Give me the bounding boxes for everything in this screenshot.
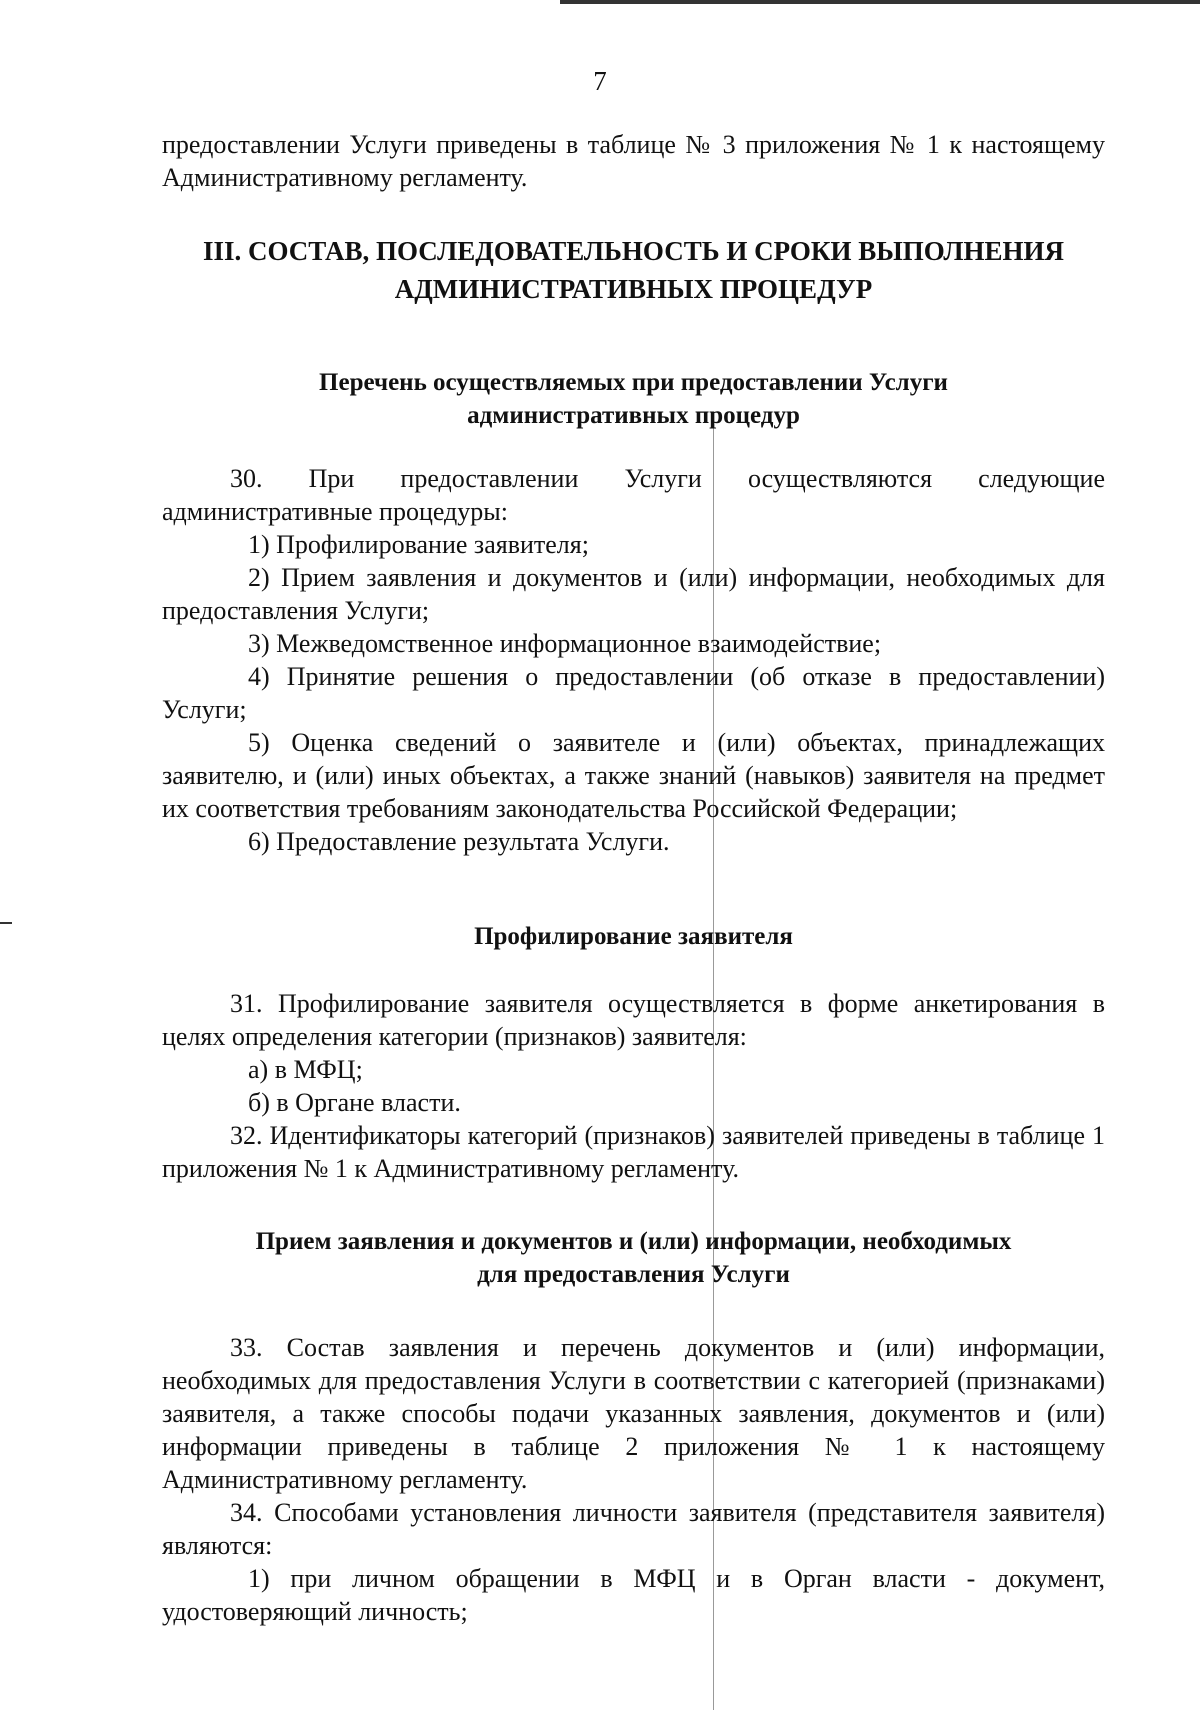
subsection-heading-procedures xyxy=(162,366,1105,432)
list-item: 3) Межведомственное информационное взаимодействие; xyxy=(248,629,882,658)
section-title-line2: АДМИНИСТРАТИВНЫХ ПРОЦЕДУР xyxy=(394,274,873,304)
list-item: 2) Прием заявления и документов и (или) информации, необходимых для предоставления Услуги; xyxy=(162,563,1105,625)
list-item: 1) Профилирование заявителя; xyxy=(248,530,589,559)
paragraph-34: 34. Способами установления личности заявителя (представителя заявителя) являются: xyxy=(162,1498,1105,1560)
paragraph-31: 31. Профилирование заявителя осуществляется в форме анкетирования в целях определения категории (признаков) заявителя: xyxy=(162,989,1105,1051)
subsection-title-line1: Перечень осуществляемых при предоставлении Услуги xyxy=(319,369,948,396)
list-item: 4) Принятие решения о предоставлении (об отказе в предоставлении) Услуги; xyxy=(162,662,1105,724)
page-number: 7 xyxy=(593,66,607,96)
scan-top-border xyxy=(560,0,1200,4)
subsection-title-line2: административных процедур xyxy=(467,402,800,429)
paragraph-32: 32. Идентификаторы категорий (признаков) заявителей приведены в таблице 1 приложения № 1 к Административному регламенту. xyxy=(162,1121,1105,1183)
scan-margin-mark xyxy=(0,922,12,924)
subsection-title-line2: для предоставления Услуги xyxy=(477,1261,790,1288)
subsection-heading-profiling xyxy=(162,920,1105,953)
section-title-line1: III. СОСТАВ, ПОСЛЕДОВАТЕЛЬНОСТЬ И СРОКИ ВЫПОЛНЕНИЯ xyxy=(202,236,1065,266)
section-title xyxy=(162,232,1105,308)
list-item: б) в Органе власти. xyxy=(248,1088,461,1117)
intro-paragraph: предоставлении Услуги приведены в таблице № 3 приложения № 1 к настоящему Административному регламенту. xyxy=(162,130,1105,192)
list-item: 6) Предоставление результата Услуги. xyxy=(248,827,670,856)
paragraph-33: 33. Состав заявления и перечень документов и (или) информации, необходимых для предоставления Услуги в соответствии с категорией (признаками) заявителя, а также способы подачи указанных заявления, документов и (или) информации приведены в таблице 2 приложения № 1 к настоящему Административному регламенту. xyxy=(162,1333,1105,1494)
subsection-heading-reception xyxy=(162,1225,1105,1291)
paragraph-30: 30. При предоставлении Услуги осуществляются следующие административные процедуры: xyxy=(162,464,1105,526)
document-body xyxy=(162,128,1105,1628)
subsection-title: Профилирование заявителя xyxy=(474,923,793,950)
subsection-title-line1: Прием заявления и документов и (или) информации, необходимых xyxy=(255,1228,1012,1255)
list-item: а) в МФЦ; xyxy=(248,1055,363,1084)
list-item: 5) Оценка сведений о заявителе и (или) объектах, принадлежащих заявителю, и (или) иных объектах, а также знаний (навыков) заявителя на предмет их соответствия требованиям законодательства Российской Федерации; xyxy=(162,728,1105,823)
list-item: 1) при личном обращении в МФЦ и в Орган власти - документ, удостоверяющий личность; xyxy=(162,1564,1105,1626)
